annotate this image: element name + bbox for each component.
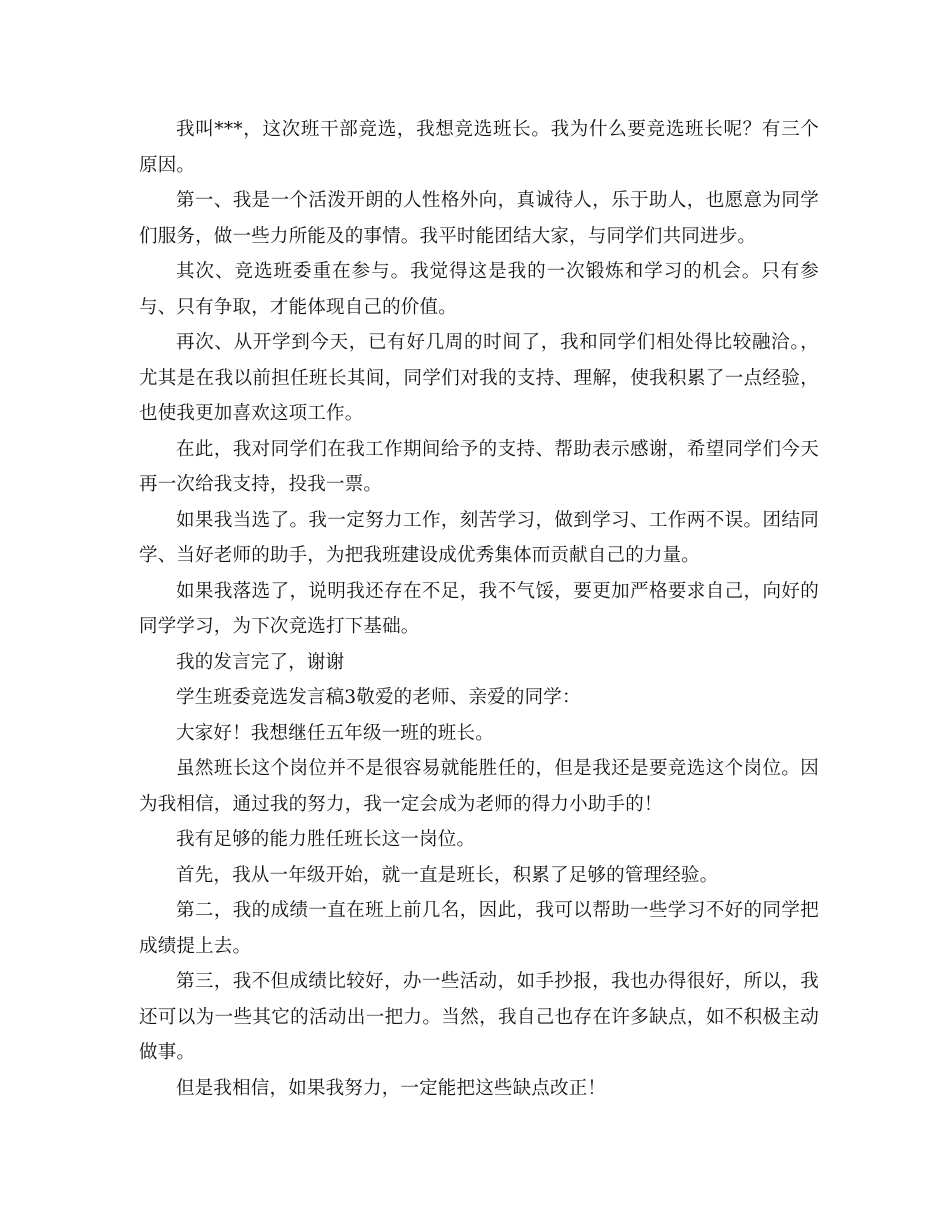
paragraph-intro: 我叫***，这次班干部竞选，我想竞选班长。我为什么要竞选班长呢？有三个原因。: [139, 119, 819, 176]
paragraph-third: 第三，我不但成绩比较好，办一些活动，如手抄报，我也办得很好，所以，我还可以为一些其它的活动出一把力。当然，我自己也存在许多缺点，如不积极主动做事。: [139, 971, 819, 1063]
paragraph-if-elected: 如果我当选了。我一定努力工作，刻苦学习，做到学习、工作两不误。团结同学、当好老师的助手，为把我班建设成优秀集体而贡献自己的力量。: [139, 509, 819, 566]
paragraph-final: 但是我相信，如果我努力，一定能把这些缺点改正！: [176, 1077, 607, 1099]
paragraph-if-not-elected: 如果我落选了，说明我还存在不足，我不气馁，要更加严格要求自己，向好的同学学习，为下次竞选打下基础。: [139, 580, 819, 637]
document-body: [139, 112, 819, 1106]
paragraph-greeting: 大家好！我想继任五年级一班的班长。: [176, 722, 494, 744]
paragraph-reason-two: 其次、竞选班委重在参与。我觉得这是我的一次锻炼和学习的机会。只有参与、只有争取，才能体现自己的价值。: [139, 261, 819, 318]
paragraph-second: 第二，我的成绩一直在班上前几名，因此，我可以帮助一些学习不好的同学把成绩提上去。: [139, 900, 819, 957]
paragraph-reason-one: 第一、我是一个活泼开朗的人性格外向，真诚待人，乐于助人，也愿意为同学们服务，做一些力所能及的事情。我平时能团结大家，与同学们共同进步。: [139, 190, 819, 247]
paragraph-speech-three-heading: 学生班委竞选发言稿3敬爱的老师、亲爱的同学：: [176, 687, 581, 708]
paragraph-reason-three: 再次、从开学到今天，已有好几周的时间了，我和同学们相处得比较融洽。，尤其是在我以前担任班长其间，同学们对我的支持、理解，使我积累了一点经验，也使我更加喜欢这项工作。: [139, 332, 819, 424]
paragraph-ability: 我有足够的能力胜任班长这一岗位。: [176, 829, 476, 850]
paragraph-closing: 我的发言完了，谢谢: [176, 651, 345, 673]
paragraph-first: 首先，我从一年级开始，就一直是班长，积累了足够的管理经验。: [176, 864, 719, 886]
paragraph-thanks: 在此，我对同学们在我工作期间给予的支持、帮助表示感谢，希望同学们今天再一次给我支持，投我一票。: [139, 438, 819, 495]
paragraph-belief: 虽然班长这个岗位并不是很容易就能胜任的，但是我还是要竞选这个岗位。因为我相信，通过我的努力，我一定会成为老师的得力小助手的！: [139, 758, 819, 815]
